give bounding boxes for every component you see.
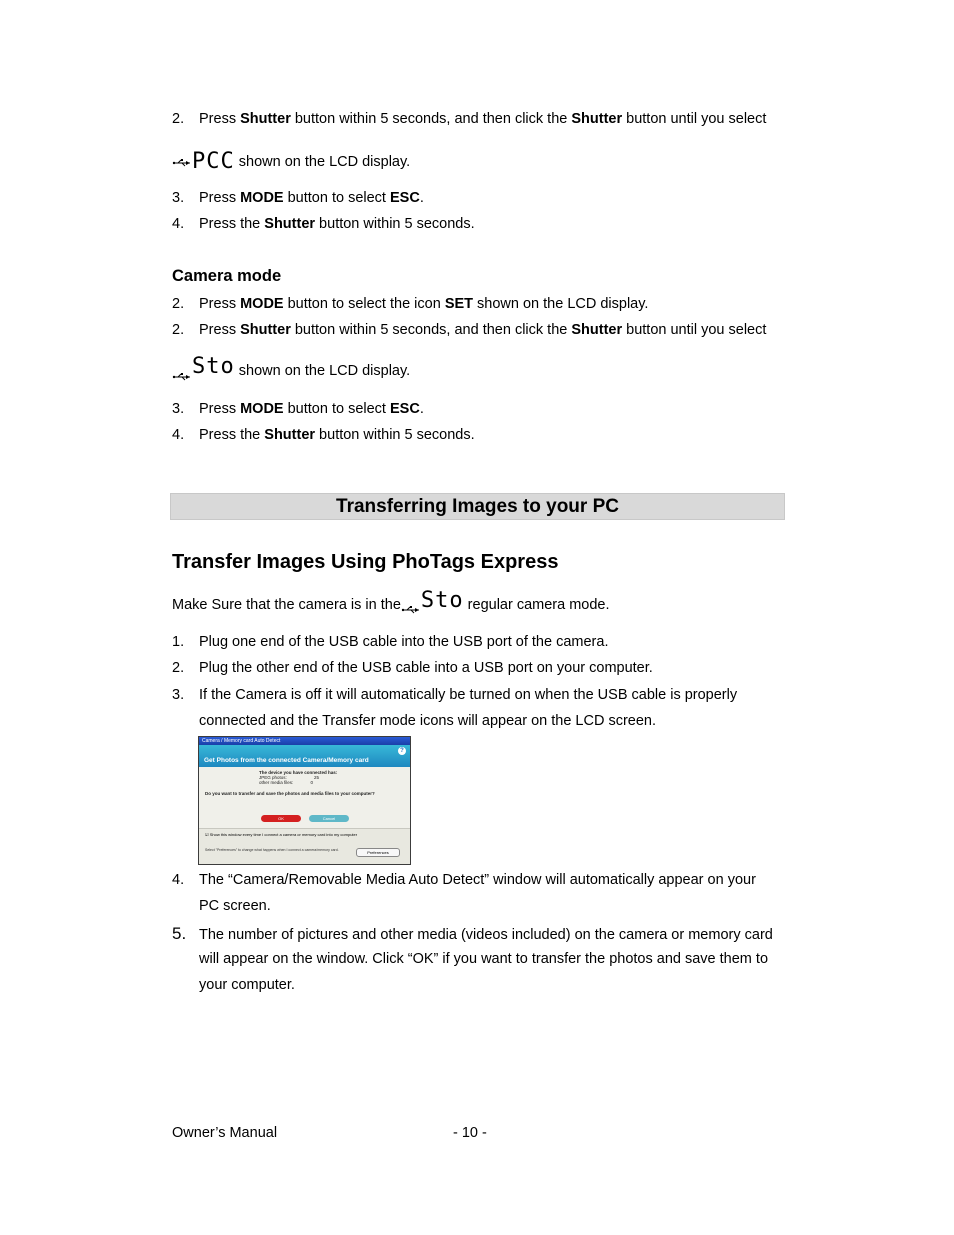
footer-title: Owner’s Manual: [172, 1125, 278, 1141]
ok-button: OK: [261, 815, 301, 822]
help-icon: ?: [398, 747, 406, 755]
camera-step-2-cont: Sto shown on the LCD display.: [172, 356, 410, 386]
transfer-step-5-cont-2: your computer.: [199, 977, 295, 993]
page-number: - 10 -: [453, 1125, 487, 1141]
transfer-step-2: 2. Plug the other end of the USB cable into a USB port on your computer.: [172, 660, 653, 676]
usb-icon: [401, 604, 421, 614]
pc-step-3: 3. Press MODE button to select ESC.: [172, 190, 424, 206]
transfer-heading: Transfer Images Using PhoTags Express: [172, 551, 559, 573]
question: Do you want to transfer and save the photos and media files to your computer?: [205, 791, 375, 796]
window-header: Get Photos from the connected Camera/Memory card: [199, 745, 410, 767]
transfer-step-5-cont-1: will appear on the window. Click “OK” if you want to transfer the photos and save them to: [199, 951, 769, 967]
transfer-step-4-cont: PC screen.: [199, 898, 271, 914]
show-checkbox: ☑ Show this window every time I connect a camera or memory card into my computer: [205, 832, 358, 837]
auto-detect-window-screenshot: [198, 736, 411, 865]
camera-step-1: 2. Press MODE button to select the icon SET shown on the LCD display.: [172, 296, 649, 312]
preferences-button: Preferences: [356, 848, 400, 857]
camera-step-3: 3. Press MODE button to select ESC.: [172, 401, 424, 417]
transfer-step-3: 3. If the Camera is off it will automatically be turned on when the USB cable is properly: [172, 687, 738, 703]
pc-step-4: 4. Press the Shutter button within 5 seconds.: [172, 216, 475, 232]
usb-icon: [172, 371, 192, 381]
window-footer: [199, 828, 410, 865]
cancel-button: Cancel: [309, 815, 349, 822]
transfer-step-4: 4. The “Camera/Removable Media Auto Detect” window will automatically appear on your: [172, 872, 756, 888]
camera-mode-heading: Camera mode: [172, 267, 282, 285]
lcd-pcc-icon: PCC: [192, 149, 235, 175]
camera-step-2: 2. Press Shutter button within 5 seconds, and then click the Shutter button until you select: [172, 322, 767, 338]
pc-step-2: 2. Press Shutter button within 5 seconds, and then click the Shutter button until you select: [172, 111, 767, 127]
camera-step-4: 4. Press the Shutter button within 5 seconds.: [172, 427, 475, 443]
section-banner: Transferring Images to your PC: [170, 493, 785, 520]
window-body: [199, 767, 410, 799]
transfer-step-1: 1. Plug one end of the USB cable into the USB port of the camera.: [172, 634, 609, 650]
transfer-step-5: 5. The number of pictures and other media (videos included) on the camera or memory card: [172, 924, 773, 943]
jpeg-row: JPEG photos: 25: [259, 775, 320, 780]
lcd-sto-icon: Sto: [192, 354, 235, 379]
other-row: other media files: 0: [259, 780, 314, 785]
usb-icon: [172, 157, 192, 167]
device-line: The device you have connected has:: [259, 770, 338, 775]
pref-hint: Select "Preferences" to change what happens when I connect a camera/memory card.: [205, 848, 339, 852]
transfer-step-3-cont: connected and the Transfer mode icons will appear on the LCD screen.: [199, 713, 657, 729]
transfer-intro: Make Sure that the camera is in the Sto regular camera mode.: [172, 588, 610, 613]
pc-step-2-cont: PCC shown on the LCD display.: [172, 148, 410, 176]
lcd-sto-icon: Sto: [420, 588, 464, 613]
window-titlebar: Camera / Memory card Auto Detect: [199, 737, 410, 745]
